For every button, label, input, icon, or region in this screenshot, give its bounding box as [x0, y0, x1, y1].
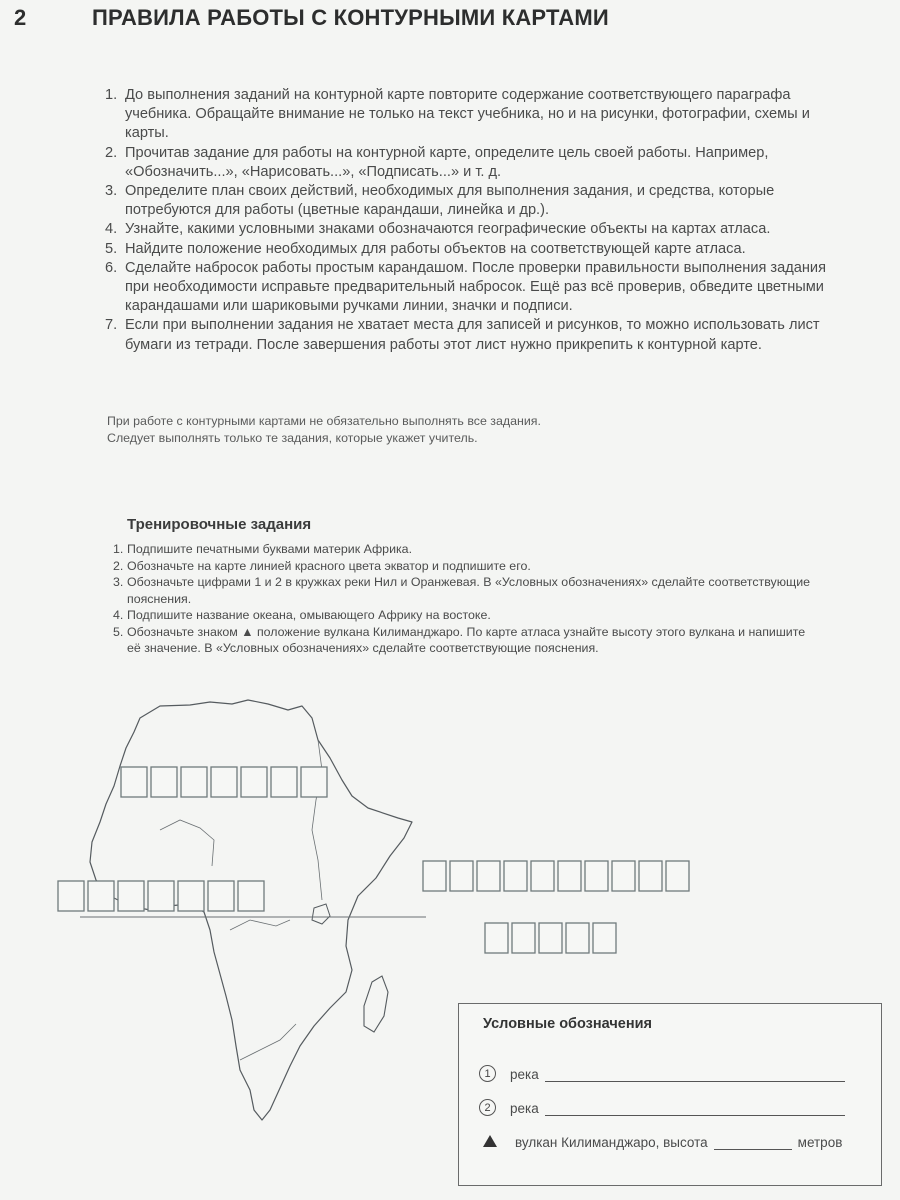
list-item: [113, 624, 813, 657]
letter-box[interactable]: [88, 881, 114, 911]
item-text: Обозначьте знаком ▲ положение вулкана Килиманджаро. По карте атласа узнайте высоту этого вулкана и напишите её значение. В «Условных обозначениях» сделайте соответствующие пояснения.: [127, 624, 806, 655]
letter-box[interactable]: [148, 881, 174, 911]
item-text: Подпишите печатными буквами материк Африка.: [127, 542, 413, 556]
continent-name-boxes[interactable]: [121, 767, 327, 797]
item-text: Если при выполнении задания не хватает места для записей и рисунков, то можно использовать лист бумаги из тетради. После завершения работы этот лист нужно прикрепить к контурной карте.: [125, 317, 820, 353]
letter-box[interactable]: [566, 923, 589, 953]
letter-box[interactable]: [238, 881, 264, 911]
item-number: 7.: [105, 317, 118, 334]
letter-box[interactable]: [485, 923, 508, 953]
letter-box[interactable]: [531, 861, 554, 891]
letter-box[interactable]: [178, 881, 204, 911]
list-item: [113, 607, 813, 624]
ocean-name-boxes-line2[interactable]: [485, 923, 616, 953]
teacher-note: [107, 413, 807, 447]
list-item: [105, 220, 845, 239]
legend-label: река: [510, 1101, 539, 1116]
item-number: 2.: [113, 558, 124, 573]
legend-label: вулкан Килиманджаро, высота: [515, 1135, 708, 1150]
item-number: 5.: [105, 240, 118, 257]
item-number: 6.: [105, 259, 118, 276]
letter-box[interactable]: [271, 767, 297, 797]
item-text: Прочитав задание для работы на контурной карте, определите цель своей работы. Например, «Обозначить...», «Нарисовать...», «Подписать...» и т. д.: [125, 144, 769, 180]
list-item: [113, 558, 813, 575]
letter-box[interactable]: [301, 767, 327, 797]
legend-label: река: [510, 1067, 539, 1082]
legend-row-volcano: [479, 1128, 842, 1150]
item-number: 4.: [113, 608, 124, 622]
note-line: При работе с контурными картами не обязательно выполнять все задания.: [107, 414, 541, 428]
legend-row-river-2: [479, 1094, 845, 1116]
list-item: [113, 541, 813, 558]
river-line: [240, 1024, 296, 1060]
letter-box[interactable]: [450, 861, 473, 891]
letter-box[interactable]: [504, 861, 527, 891]
letter-box[interactable]: [539, 923, 562, 953]
list-item: [105, 316, 845, 354]
rules-list: [105, 86, 845, 355]
page-number: 2: [14, 5, 27, 30]
letter-box[interactable]: [118, 881, 144, 911]
river-line: [230, 920, 290, 930]
letter-box[interactable]: [477, 861, 500, 891]
legend-title: Условные обозначения: [483, 1016, 652, 1032]
item-number: 3.: [113, 575, 124, 589]
river-line: [160, 820, 214, 866]
item-number: 1.: [105, 87, 118, 103]
letter-box[interactable]: [512, 923, 535, 953]
letter-box[interactable]: [666, 861, 689, 891]
training-tasks-list: [113, 541, 813, 657]
answer-line[interactable]: [714, 1135, 792, 1150]
letter-box[interactable]: [593, 923, 616, 953]
item-text: Сделайте набросок работы простым карандашом. После проверки правильности выполнения задания при необходимости исправьте предварительный набросок. Ещё раз всё проверив, обведите цветными карандашами или шариковыми ручками линии, значки и подписи.: [125, 259, 826, 315]
triangle-volcano-icon: [483, 1135, 497, 1147]
item-text: Подпишите название океана, омывающего Африку на востоке.: [127, 608, 491, 622]
item-text: Обозначьте на карте линией красного цвета экватор и подпишите его.: [127, 558, 531, 573]
letter-box[interactable]: [151, 767, 177, 797]
list-item: [105, 182, 845, 220]
letter-box[interactable]: [181, 767, 207, 797]
madagascar-outline: [364, 976, 388, 1032]
letter-box[interactable]: [639, 861, 662, 891]
letter-box[interactable]: [558, 861, 581, 891]
letter-box[interactable]: [241, 767, 267, 797]
item-number: 3.: [105, 183, 118, 200]
item-text: До выполнения заданий на контурной карте повторите содержание соответствующего параграфа учебника. Обращайте внимание не только на текст учебника, но и на рисунки, фотографии, схемы и карты.: [125, 87, 810, 142]
item-number: 4.: [105, 221, 118, 238]
item-text: Определите план своих действий, необходимых для выполнения задания, и средства, которые потребуются для работы (цветные карандаши, линейка и др.).: [125, 183, 775, 219]
answer-line[interactable]: [545, 1067, 845, 1082]
letter-box[interactable]: [211, 767, 237, 797]
training-heading: Тренировочные задания: [127, 516, 312, 533]
letter-box[interactable]: [612, 861, 635, 891]
letter-box[interactable]: [121, 767, 147, 797]
list-item: [105, 240, 845, 259]
item-number: 2.: [105, 144, 118, 161]
list-item: [105, 259, 845, 317]
legend-unit: метров: [797, 1135, 843, 1150]
river-line: [312, 740, 322, 900]
lake-outline: [312, 904, 330, 924]
legend-box: [458, 1003, 882, 1186]
circle-number-marker: 1: [479, 1065, 496, 1082]
page-title: ПРАВИЛА РАБОТЫ С КОНТУРНЫМИ КАРТАМИ: [92, 5, 609, 30]
letter-box[interactable]: [58, 881, 84, 911]
letter-box[interactable]: [208, 881, 234, 911]
list-item: [105, 144, 845, 182]
list-item: [113, 574, 813, 607]
letter-box[interactable]: [585, 861, 608, 891]
note-line: Следует выполнять только те задания, которые укажет учитель.: [107, 431, 478, 445]
ocean-name-boxes-line1[interactable]: [423, 861, 689, 891]
circle-number-marker: 2: [479, 1099, 496, 1116]
list-item: [105, 86, 845, 144]
legend-row-river-1: [479, 1060, 845, 1082]
equator-name-boxes[interactable]: [58, 881, 264, 911]
item-text: Узнайте, какими условными знаками обозначаются географические объекты на картах атласа.: [125, 221, 771, 238]
item-number: 1.: [113, 542, 124, 556]
answer-line[interactable]: [545, 1101, 845, 1116]
letter-box[interactable]: [423, 861, 446, 891]
item-number: 5.: [113, 624, 124, 639]
item-text: Найдите положение необходимых для работы объектов на соответствующей карте атласа.: [125, 240, 746, 257]
item-text: Обозначьте цифрами 1 и 2 в кружках реки Нил и Оранжевая. В «Условных обозначениях» сделайте соответствующие пояснения.: [127, 575, 811, 606]
